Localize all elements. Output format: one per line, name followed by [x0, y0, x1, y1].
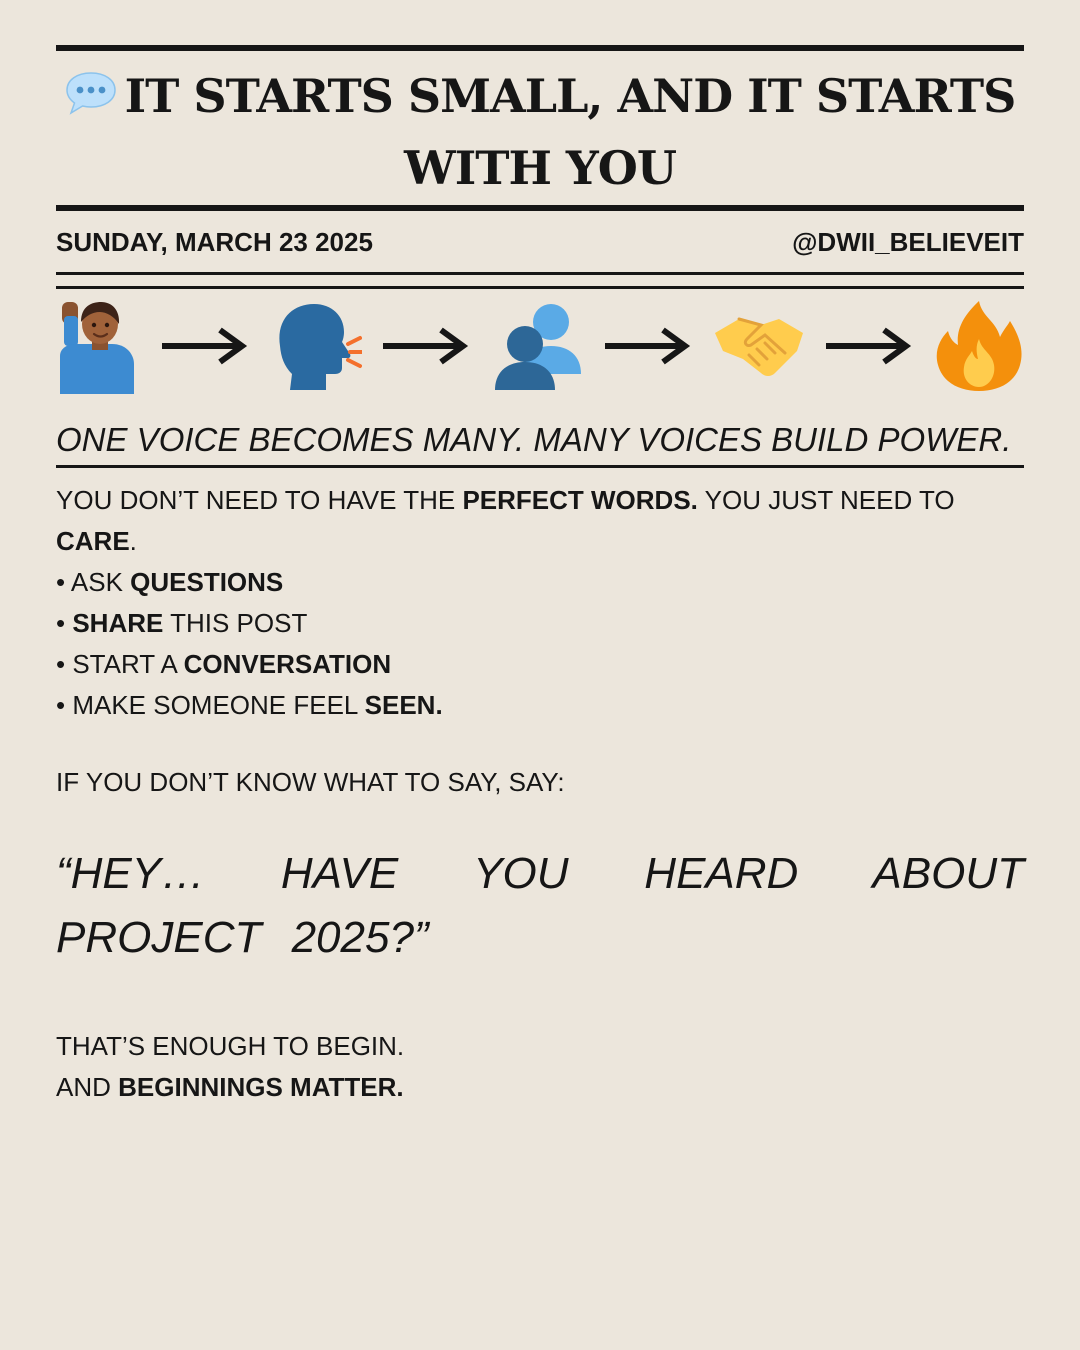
list-item-text: THIS POST [163, 608, 308, 638]
list-item-emphasis: QUESTIONS [130, 567, 284, 597]
speaking-head-icon [270, 300, 362, 392]
closing-emphasis: BEGINNINGS MATTER. [118, 1072, 404, 1102]
two-people-icon [491, 300, 583, 392]
arrow-right-icon [160, 326, 250, 366]
fire-icon [934, 299, 1024, 393]
tagline: ONE VOICE BECOMES MANY. MANY VOICES BUILD POWER. [56, 421, 1012, 458]
arrow-right-icon [381, 326, 471, 366]
list-item [56, 685, 1024, 726]
title-text: IT STARTS SMALL, AND IT STARTS WITH YOU [124, 69, 1016, 195]
dateline [56, 226, 1024, 258]
list-item-text: • ASK [56, 567, 131, 597]
closing-text-part: AND [56, 1072, 119, 1102]
list-item-text: • MAKE SOMEONE FEEL [56, 690, 365, 720]
progression-diagram [56, 296, 1024, 396]
closing-line-2 [56, 1067, 1024, 1108]
intro-paragraph [56, 480, 1024, 562]
page-title [56, 62, 1024, 202]
author-handle: @DWII_BELIEVEIT [792, 227, 1024, 257]
closing-text [56, 1026, 1024, 1108]
arrow-right-icon [824, 326, 914, 366]
intro-emphasis: CARE [56, 526, 130, 556]
title-bottom-rule [56, 205, 1024, 211]
raising-hand-person-icon [56, 298, 140, 394]
speech-bubble-icon [65, 66, 117, 134]
list-item [56, 644, 1024, 685]
list-item-text: • START A [56, 649, 184, 679]
list-item [56, 562, 1024, 603]
handshake-icon [713, 311, 805, 381]
meta-rule-1 [56, 272, 1024, 275]
intro-text: . [129, 526, 137, 556]
top-rule [56, 45, 1024, 51]
intro-emphasis: PERFECT WORDS. [462, 485, 698, 515]
list-item-text: • [56, 608, 73, 638]
post-date: SUNDAY, MARCH 23 2025 [56, 227, 373, 257]
body-text [56, 480, 1024, 726]
intro-text: YOU JUST NEED TO [697, 485, 955, 515]
closing-line-1: THAT’S ENOUGH TO BEGIN. [56, 1031, 405, 1061]
intro-text: YOU DON’T NEED TO HAVE THE [56, 485, 463, 515]
list-item [56, 603, 1024, 644]
prompt-text: IF YOU DON’T KNOW WHAT TO SAY, SAY: [56, 767, 565, 797]
arrow-right-icon [603, 326, 693, 366]
list-item-emphasis: SHARE [72, 608, 164, 638]
action-list [56, 562, 1024, 726]
tagline-rule [56, 465, 1024, 468]
list-item-emphasis: SEEN. [364, 690, 443, 720]
meta-rule-2 [56, 286, 1024, 289]
suggested-quote: “HEY… HAVE YOU HEARD ABOUT PROJECT 2025?” [56, 849, 1024, 962]
list-item-emphasis: CONVERSATION [183, 649, 392, 679]
